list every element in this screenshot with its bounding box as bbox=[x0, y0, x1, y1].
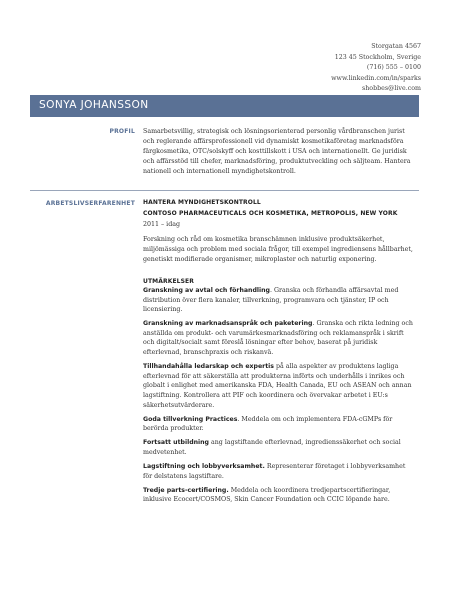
section-divider bbox=[30, 190, 419, 191]
contact-block bbox=[331, 42, 421, 95]
contact-linkedin[interactable]: www.linkedin.com/in/sparks bbox=[331, 74, 421, 82]
job-company: CONTOSO PHARMACEUTICALS OCH KOSMETIKA, METROPOLIS, NEW YORK bbox=[143, 210, 398, 217]
contact-address-line2: 123 45 Stockholm, Sverige bbox=[334, 53, 421, 61]
award-text: på alla aspekter av produktens lagliga efterlevnad för att säkerställa att produkterna införts och underhålls i inrikes och globalt i enlighet med amerikanska FDA, Health Canada, EU och ASEAN och annan lagstiftning. Kontrollera att PIF och koordinera och övervakar arbetet i EU:s säkerhetsutvärderare. bbox=[143, 363, 412, 409]
award-title: Lagstiftning och lobbyverksamhet. bbox=[143, 463, 265, 470]
profile-text: Samarbetsvillig, strategisk och lösningsorienterad personlig vårdbranschen jurist och reglerande affärsprofessionell vid dynamiskt kosmetikaföretag marknadsföra färgkosmetika, OTC/solskyff och kosttillskott i USA och internationellt. Ge juridisk och affärsstöd till chefer, marknadsföring, produktutveckling och säljteam. Hantera nationell och internationell myndighetskontroll. bbox=[143, 128, 411, 175]
profile-label: PROFIL bbox=[109, 128, 135, 135]
award-text: . Granska och rikta ledning och anställda om produkt- och varumärkesmarknadsföring och reklamanspråk i skrift och digitalt/socialt samt föreslå lösningar efter behov, baserat på juridisk efterlevnad, branschpraxis och riskanvä. bbox=[143, 320, 413, 357]
award-title: Goda tillverkning Practices bbox=[143, 415, 238, 423]
contact-email[interactable]: shobbes@live.com bbox=[362, 85, 421, 92]
award-text: . Granska och förhandla affärsavtal med distribution över flera kanaler, tillverkning, programvara och tjänster, IP och licensiering. bbox=[143, 287, 399, 314]
award-item bbox=[143, 415, 415, 434]
award-item bbox=[143, 286, 415, 315]
award-item bbox=[143, 462, 415, 481]
job-role: HANTERA MYNDIGHETSKONTROLL bbox=[143, 199, 261, 206]
award-text: Representerar företaget i lobbyverksamhet för delstatens lagstiftare. bbox=[143, 463, 406, 480]
awards-heading: UTMÄRKELSER bbox=[143, 278, 194, 285]
awards-list bbox=[143, 286, 415, 509]
award-text: ang lagstiftande efterlevnad, ingredienssäkerhet och social medvetenhet. bbox=[143, 439, 401, 456]
award-text: . Meddela om och implementera FDA-cGMPs för berörda produkter. bbox=[143, 415, 393, 433]
award-item bbox=[143, 319, 415, 357]
award-title: Fortsatt utbildning bbox=[143, 439, 209, 447]
job-dates: 2011 – idag bbox=[143, 221, 181, 228]
job-description: Forskning och råd om kosmetika branschämnen inklusive produktsäkerhet, miljömässiga och problem med sociala frågor, till exempel ingrediensens hållbarhet, genetiskt modifierade organismer, mikroplaster och naturlig exponering. bbox=[143, 236, 413, 263]
name-banner bbox=[30, 95, 419, 117]
contact-address-line1: Storgatan 4567 bbox=[371, 43, 421, 50]
contact-phone: (716) 555 – 0100 bbox=[366, 64, 421, 71]
award-item bbox=[143, 438, 415, 457]
experience-label: ARBETSLIVSERFARENHET bbox=[45, 200, 135, 207]
award-item bbox=[143, 362, 415, 410]
award-title: Granskning av marknadsanspråk och paketering bbox=[143, 320, 313, 328]
award-title: Granskning av avtal och förhandling bbox=[143, 287, 270, 294]
award-title: Tredje parts-certifiering. bbox=[143, 486, 229, 494]
award-item bbox=[143, 486, 415, 505]
award-text: Meddela och koordinera tredjepartscertifieringar, inklusive Ecocert/COSMOS, Skin Cancer Foundation och CCIC löpande hare. bbox=[143, 486, 391, 504]
award-title: Tillhandahålla ledarskap och expertis bbox=[143, 363, 274, 371]
candidate-name: SONYA JOHANSSON bbox=[39, 99, 149, 111]
